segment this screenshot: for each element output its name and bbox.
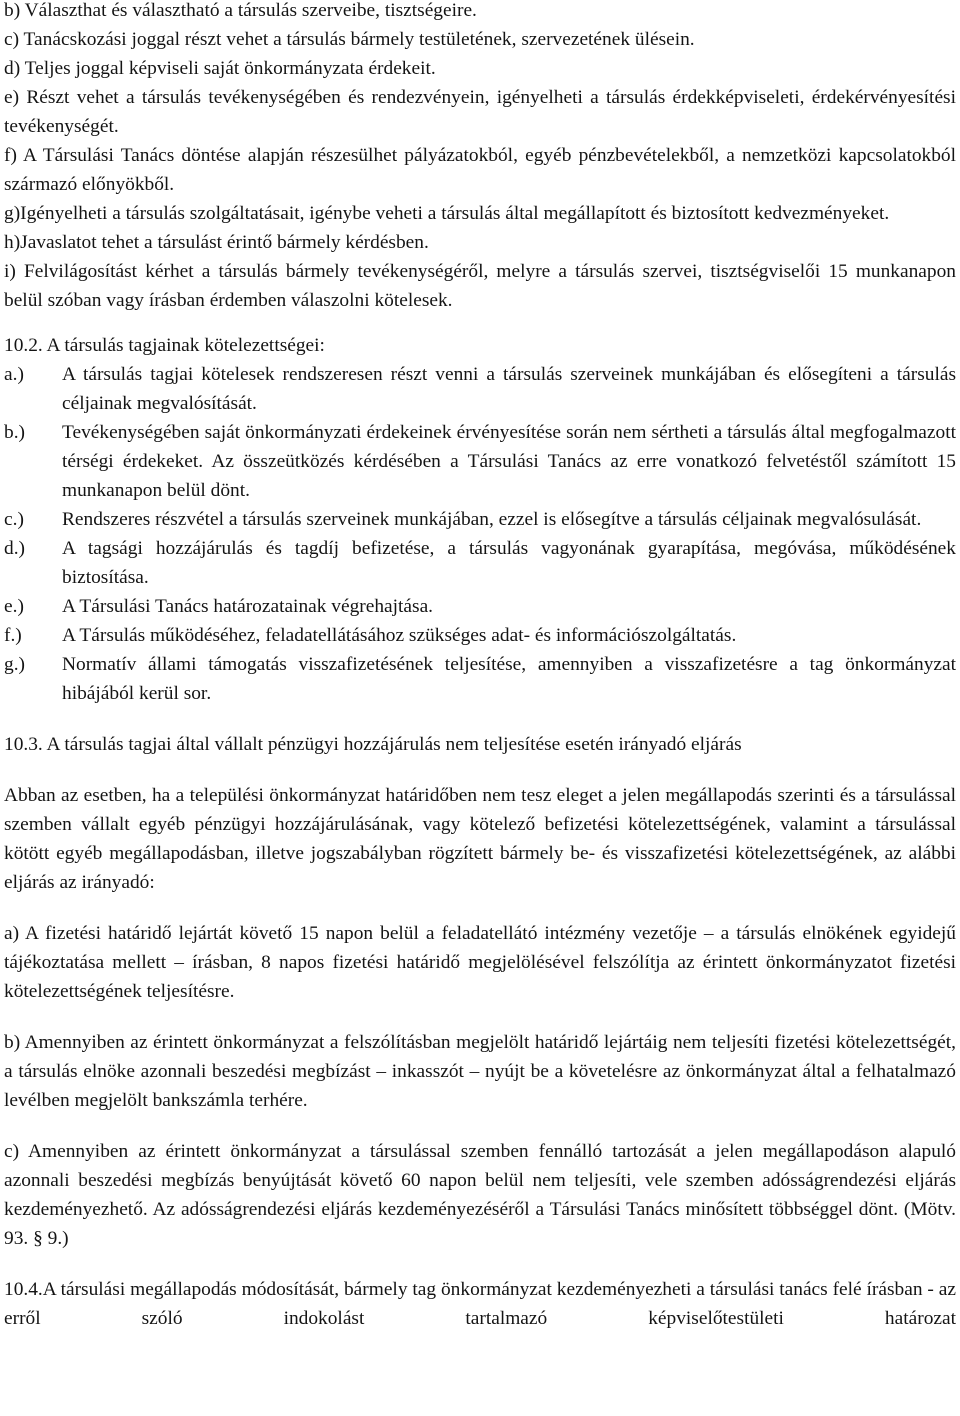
procedure-para-b: b) Amennyiben az érintett önkormányzat a felszólításban megjelölt határidő lejártáig nem teljesíti fizetési kötelezettségét, a társulás elnöke azonnali beszedési megbízást – inkasszót – nyújt be a követelésre az önkormányzat által a felhatalmazó levélben megjelölt bankszámla terhére. <box>4 1032 956 1111</box>
right-d: d) Teljes joggal képviseli saját önkormányzata érdekeit. <box>4 58 436 79</box>
item-text: Rendszeres részvétel a társulás szerveinek munkájában, ezzel is elősegítve a társulás céljainak megvalósulását. <box>62 509 922 530</box>
item-text: A Társulás működéséhez, feladatellátásához szükséges adat- és információszolgáltatás. <box>62 625 737 646</box>
right-h: h)Javaslatot tehet a társulást érintő bármely kérdésben. <box>4 232 429 253</box>
item-marker: a.) <box>4 364 24 385</box>
procedure-para-a: a) A fizetési határidő lejártát követő 15 napon belül a feladatellátó intézmény vezetője – a társulás elnökének egyidejű tájékoztatása mellett – írásban, 8 napos fizetési határidő megjelölésével felszólítja az érintett önkormányzatot fizetési kötelezettségének teljesítésre. <box>4 923 956 1002</box>
item-text: A tagsági hozzájárulás és tagdíj befizetése, a társulás vagyonának gyarapítása, megóvása, működésének biztosítása. <box>62 538 956 588</box>
obligation-item-g <box>4 650 956 708</box>
item-text: Tevékenységében saját önkormányzati érdekeinek érvényesítése során nem sértheti a társulás által megfogalmazott térségi érdekeket. Az összeütközés kérdésében a Társulási Tanács az erre vonatkozó felvetéstől számított 15 munkanapon belül dönt. <box>62 422 956 501</box>
item-marker: f.) <box>4 625 22 646</box>
section-10-3-heading: 10.3. A társulás tagjai által vállalt pénzügyi hozzájárulás nem teljesítése esetén irányadó eljárás <box>4 734 742 755</box>
right-f: f) A Társulási Tanács döntése alapján részesülhet pályázatokból, egyéb pénzbevételekből, a nemzetközi kapcsolatokból származó előnyökből. <box>4 145 956 195</box>
right-b: b) Választhat és választható a társulás szerveibe, tisztségeire. <box>4 0 477 21</box>
item-marker: b.) <box>4 422 26 443</box>
item-marker: e.) <box>4 596 24 617</box>
section-10-3-intro: Abban az esetben, ha a települési önkormányzat határidőben nem tesz eleget a jelen megállapodás szerinti és a társulással szemben vállalt egyéb pénzügyi hozzájárulásának, vagy kötelező befizetési kötelezettségének, valamint a társulással kötött egyéb megállapodásban, illetve jogszabályban rögzített bármely be- és visszafizetési kötelezettségének, az alábbi eljárás az irányadó: <box>4 785 956 893</box>
right-c: c) Tanácskozási joggal részt vehet a társulás bármely testületének, szervezetének ülésein. <box>4 29 695 50</box>
obligation-item-d <box>4 534 956 592</box>
obligation-item-f <box>4 621 956 650</box>
obligation-item-c <box>4 505 956 534</box>
obligation-item-b <box>4 418 956 505</box>
item-marker: c.) <box>4 509 24 530</box>
item-marker: d.) <box>4 538 26 559</box>
obligation-item-a <box>4 360 956 418</box>
right-e: e) Részt vehet a társulás tevékenységében és rendezvényein, igényelheti a társulás érdekképviseleti, érdekérvényesítési tevékenységét. <box>4 87 956 137</box>
procedure-para-c: c) Amennyiben az érintett önkormányzat a társulással szemben fennálló tartozását a jelen megállapodáson alapuló azonnali beszedési megbízás benyújtását követő 60 napon belül nem teljesíti, vele szemben adósságrendezési eljárás kezdeményezhető. Az adósságrendezési eljárás kezdeményezéséről a Társulási Tanács minősített többséggel dönt. (Mötv. 93. § 9.) <box>4 1141 956 1249</box>
obligation-item-e <box>4 592 956 621</box>
item-text: A Társulási Tanács határozatainak végrehajtása. <box>62 596 434 617</box>
right-g: g)Igényelheti a társulás szolgáltatásait, igénybe veheti a társulás által megállapított és biztosított kedvezményeket. <box>4 203 890 224</box>
right-i: i) Felvilágosítást kérhet a társulás bármely tevékenységéről, melyre a társulás szervei, tisztségviselői 15 munkanapon belül szóban vagy írásban érdemben válaszolni kötelesek. <box>4 261 956 311</box>
section-10-4-text: 10.4.A társulási megállapodás módosítását, bármely tag önkormányzat kezdeményezheti a társulási tanács felé írásban - az erről szóló indokolást tartalmazó képviselőtestületi határozat <box>4 1279 956 1329</box>
item-text: A társulás tagjai kötelesek rendszeresen részt venni a társulás szerveinek munkájában és elősegíteni a társulás céljainak megvalósítását. <box>62 364 956 414</box>
document-page <box>4 0 956 1333</box>
item-marker: g.) <box>4 654 26 675</box>
section-10-2-heading: 10.2. A társulás tagjainak kötelezettségei: <box>4 335 325 356</box>
item-text: Normatív állami támogatás visszafizetésének teljesítése, amennyiben a visszafizetésre a tag önkormányzat hibájából kerül sor. <box>62 654 956 704</box>
